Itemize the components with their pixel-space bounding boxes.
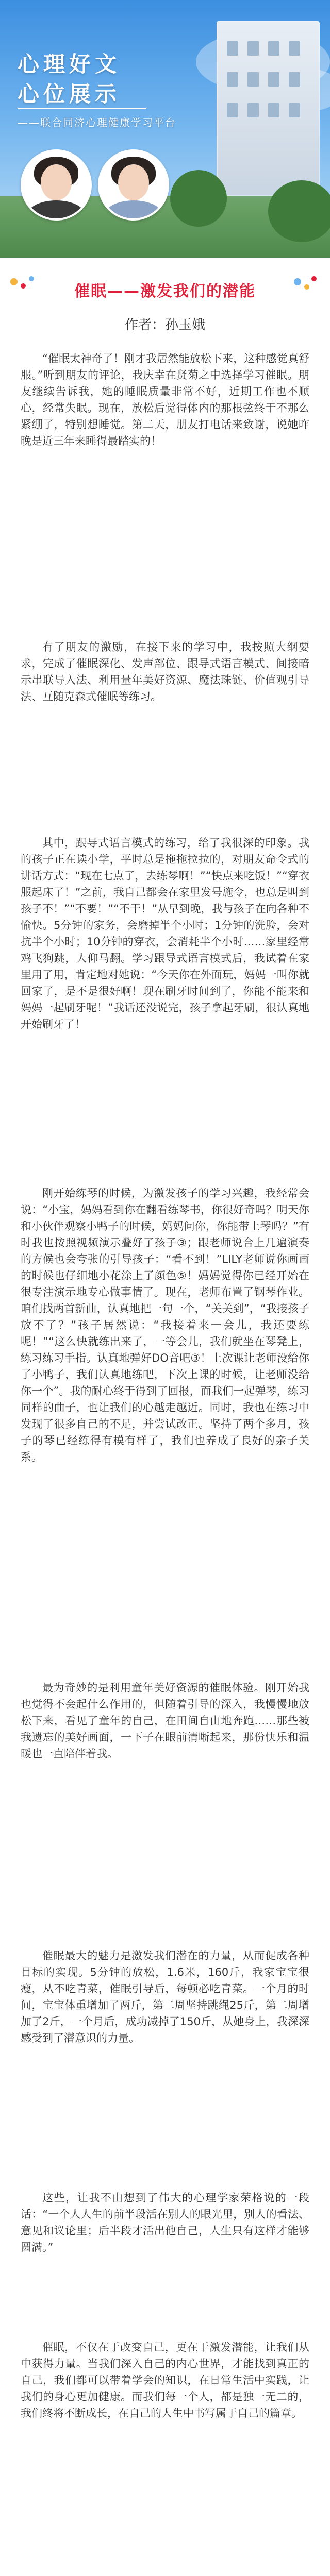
window	[227, 103, 238, 117]
article-paragraph: 这些，让我不由想到了伟大的心理学家荣格说的一段话：“一个人人生的前半段活在别人的眼光里，别人的看法、意见和议论里；后半段才活出他自己，人生只有这样才能够圆满。”	[21, 2192, 309, 2253]
window	[289, 103, 300, 117]
article-paragraph: 其中，跟导式语言模式的练习，给了我很深的印象。我的孩子正在读小学，平时总是拖拖拉拉的，对朋友命令式的讲话方式：“现在七点了，去练琴啊！”“快点来吃饭！”“穿衣服起床了！”之前，我自己都会在家里发号施令，也总是叫到孩子不！”“不要！”“不干！”从早到晚，我与孩子在向各种不愉快。5分钟的家务，会磨掉半个小时；1分钟的洗脸，会对抗半个小时；10分钟的穿衣，会消耗半个小时……家里经常鸡飞狗跳，人仰马翻。学习跟导式语言模式后，我试着在家里用了用，肯定地对她说：“今天你在外面玩，妈妈一叫你就回家了，是不是很好啊！现在刷牙时间到了，你能不能来和妈妈一起刷牙呢！”我话还没说完，孩子拿起牙刷，很认真地开始刷牙了！	[21, 837, 309, 1030]
avatar-shoulders	[104, 200, 163, 221]
window	[289, 72, 300, 87]
article-paragraph: 刚开始练琴的时候，为激发孩子的学习兴趣，我经常会说：“小宝，妈妈看到你在翻看练琴书，你很好奇吗？明天你和小伙伴观察小鸭子的时候，妈妈问你，你能带上琴吗？”有时我也按照视频演示叠好了孩子③；跟老师说合上几遍演奏的方候也会夸张的引导孩子：“看不到！”LILY老师说你画画的时候也仔细地小花涂上了颜色⑤！妈妈觉得你已经开始在很专注演示地专心做事情了。现在，老师布置了钢琴作业。咱们找两首新曲，认真地把一句一个，“关关到”，“我接孩子放不了？”孩子居然说：“我接着来一会儿，我还要练呢！”“这么快就练出来了，一等会儿，我们就坐在琴凳上，练习练习手指。认真地弹好DO音吧③！上次课让老师没给你了小鸭子，我们认真地练吧，下次上课的时候，让老师没给你一个”。我的耐心终于得到了回报，而我们一起弹琴，练习同样的曲子，也让我们的心越走越近。同时，我也在练习中发现了很多自己的不足，并尝试改正。坚持了两个多月，孩子的琴已经练得有模有样了，我们也养成了良好的亲子关系。	[21, 1187, 309, 1463]
avatar-face	[118, 164, 149, 200]
article-author: 作者：孙玉娥	[124, 317, 205, 333]
window	[227, 72, 238, 87]
tree-decoration	[268, 180, 330, 242]
window	[268, 41, 279, 56]
window	[227, 41, 238, 56]
avatar	[21, 149, 92, 221]
window	[289, 41, 300, 56]
window	[268, 103, 279, 117]
window	[248, 103, 259, 117]
window	[248, 41, 259, 56]
article-title: 催眠——激发我们的潜能	[74, 282, 256, 300]
article-paragraph: 有了朋友的激励，在接下来的学习中，我按照大纲要求，完成了催眠深化、发声部位、跟导式语言模式、间接暗示串联导入法、利用量年美好资源、魔法珠链、价值观引导法、互随克森式催眠等练习。	[21, 641, 309, 703]
tree-decoration	[170, 170, 227, 227]
article-paragraph: 最为奇妙的是利用童年美好资源的催眠体验。刚开始我也觉得不会起什么作用的，但随着引导的深入，我慢慢地放松下来，看见了童年的自己，在田间自由地奔跑……那些被我遗忘的美好画面，一下子在眼前清晰起来，那份快乐和温暖也一直陪伴着我。	[21, 1682, 309, 1760]
header-title-line2: 心位展示	[18, 81, 121, 107]
header-divider	[18, 108, 146, 109]
header-subtitle: ——联合同济心理健康学习平台	[18, 116, 176, 129]
campus-building-image	[217, 21, 320, 196]
article-paragraph: 催眠最大的魅力是激发我们潜在的力量，从而促成各种目标的实现。5分钟的放松，1.6米，160斤，我家宝宝很瘦，从不吃青菜，催眠引导后，每顿必吃青菜。一个月的时间，宝宝体重增加了两斤，第二周坚持跳绳25斤，第二周增加了2斤，一个月后，成功减掉了150斤，从她身上，我深深感受到了潜意识的力量。	[21, 1950, 309, 2044]
avatar-shoulders	[27, 200, 86, 221]
article-paragraph: 催眠，不仅在于改变自己，更在于激发潜能，让我们从中获得力量。当我们深入自己的内心世界，才能找到真正的自己，我们都可以带着学会的知识，在日常生活中实践，让我们的身心更加健康。而我们每一个人，都是独一无二的，我们终将不断成长，在自己的人生中书写属于自己的篇章。	[21, 2341, 309, 2419]
window	[248, 72, 259, 87]
avatar	[98, 149, 169, 221]
avatar-face	[41, 164, 72, 200]
header-title-line1: 心理好文	[18, 52, 121, 77]
article-paragraph: “催眠太神奇了！刚才我居然能放松下来，这种感觉真舒服。”听到朋友的评论，我庆幸在贤菊之中选择学习催眠。朋友继续告诉我，她的睡眠质量非常不好，近期工作也不顺心，经常失眠。现在，放松后觉得体内的那根弦终于不那么紧绷了，特别想睡觉。第二天，朋友打电话来致谢，说她昨晚是近三年来睡得最踏实的！	[21, 352, 309, 447]
header-banner	[0, 0, 330, 258]
window	[268, 72, 279, 87]
